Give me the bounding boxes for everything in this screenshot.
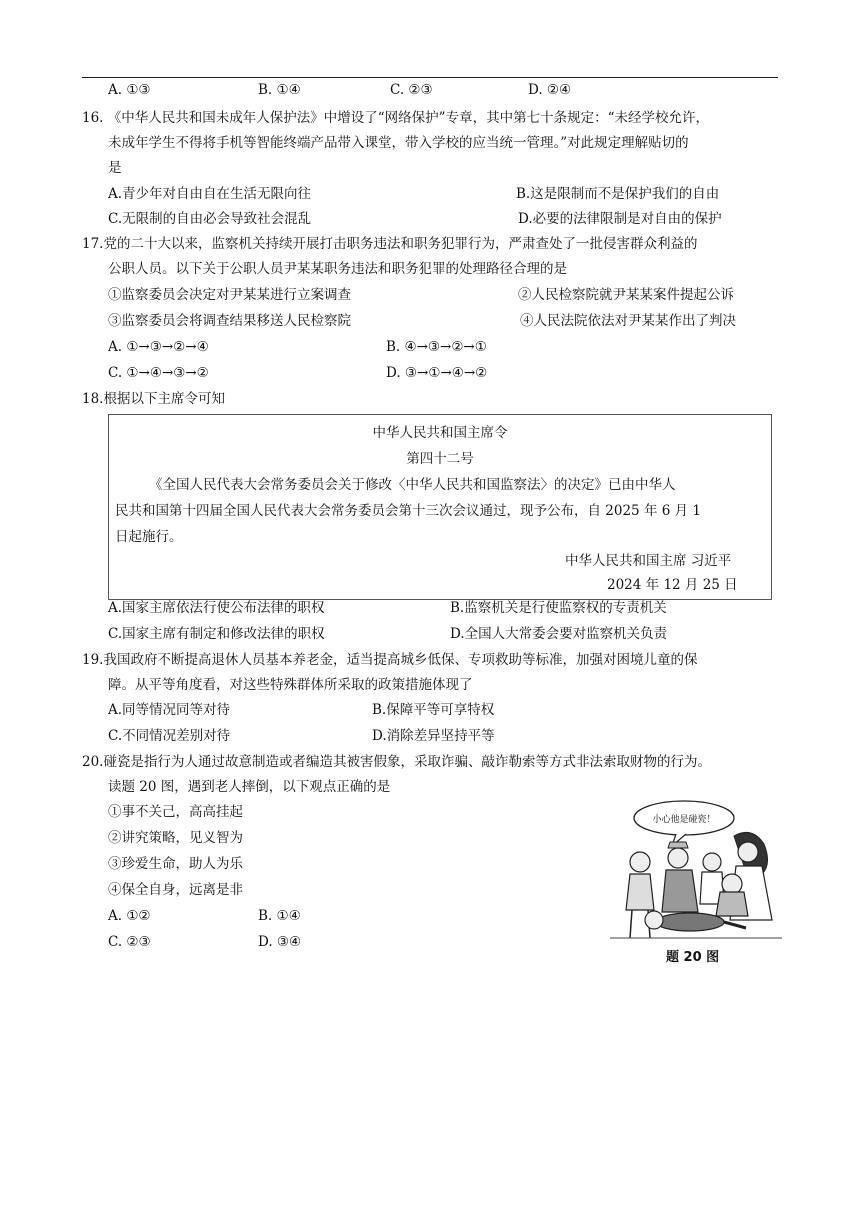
- q19-stem-line-1: 19.我国政府不断提高退休人员基本养老金，适当提高城乡低保、专项救助等标准，加强对困境儿童的保: [82, 652, 698, 668]
- q16-stem-line-3: 是: [108, 160, 122, 176]
- q16-stem-line-2: 未成年学生不得将手机等智能终端产品带入课堂，带入学校的应当统一管理。”对此规定理解贴切的: [108, 135, 689, 151]
- q20-item-1: ①事不关己，高高挂起: [108, 804, 243, 820]
- q20-item-2: ②讲究策略，见义智为: [108, 830, 243, 846]
- decree-title: 中华人民共和国主席令: [372, 425, 508, 441]
- q17-stem-line-1: 17.党的二十大以来，监察机关持续开展打击职务违法和职务犯罪行为，严肃查处了一批侵害群众利益的: [82, 236, 698, 252]
- fallen-elderly-body: [656, 913, 724, 931]
- q16-option-b: B.这是限制而不是保护我们的自由: [516, 186, 720, 202]
- q18-option-b: B.监察机关是行使监察权的专责机关: [450, 600, 667, 616]
- q17-stem-line-2: 公职人员。以下关于公职人员尹某某职务违法和职务犯罪的处理路径合理的是: [108, 261, 567, 277]
- q17-option-b: B. ④→③→②→①: [386, 339, 487, 355]
- q15-option-b: B. ①④: [258, 82, 301, 98]
- q15-option-d: D. ②④: [528, 82, 572, 98]
- decree-body-line-2: 民共和国第十四届全国人民代表大会常务委员会第十三次会议通过，现予公布，自 2025 年 6 月 1: [115, 503, 701, 519]
- q16-option-c: C.无限制的自由必会导致社会混乱: [108, 211, 312, 227]
- q18-option-c: C.国家主席有制定和修改法律的职权: [108, 626, 325, 642]
- q15-option-a: A. ①③: [108, 82, 151, 98]
- q17-item-2: ②人民检察院就尹某某案件提起公诉: [518, 287, 734, 303]
- q17-item-1: ①监察委员会决定对尹某某进行立案调查: [108, 287, 351, 303]
- bystander-left-head: [630, 852, 650, 872]
- q20-stem-line-2: 读题 20 图，遇到老人摔倒，以下观点正确的是: [108, 779, 391, 795]
- q20-option-c: C. ②③: [108, 934, 151, 950]
- decree-body-line-1: 《全国人民代表大会常务委员会关于修改〈中华人民共和国监察法〉的决定》已由中华人: [149, 477, 676, 493]
- q17-option-a: A. ①→③→②→④: [108, 339, 209, 355]
- q19-option-a: A.同等情况同等对待: [108, 702, 231, 718]
- bystander-center-head: [668, 848, 688, 868]
- boy-head: [703, 853, 721, 871]
- decree-signature: 中华人民共和国主席 习近平: [565, 553, 732, 569]
- q18-option-a: A.国家主席依法行使公布法律的职权: [108, 600, 325, 616]
- q19-option-d: D.消除差异坚持平等: [372, 728, 495, 744]
- q15-option-c: C. ②③: [390, 82, 433, 98]
- fallen-elderly-head: [645, 911, 663, 929]
- decree-date: 2024 年 12 月 25 日: [607, 577, 738, 593]
- header-rule: [82, 77, 778, 78]
- q16-stem-line-1: 16. 《中华人民共和国未成年人保护法》中增设了“网络保护”专章，其中第七十条规定：“未经学校允许，: [82, 110, 709, 126]
- q19-option-b: B.保障平等可享特权: [372, 702, 495, 718]
- woman-head: [738, 842, 758, 862]
- q17-option-c: C. ①→④→③→②: [108, 365, 209, 381]
- q18-stem: 18.根据以下主席令可知: [82, 391, 225, 407]
- q17-option-d: D. ③→①→④→②: [386, 365, 488, 381]
- q19-option-c: C.不同情况差别对待: [108, 728, 231, 744]
- q20-option-a: A. ①②: [108, 908, 151, 924]
- decree-number: 第四十二号: [406, 451, 474, 467]
- speech-bubble-text: 小心他是碰瓷！: [652, 815, 716, 825]
- q20-stem-line-1: 20.碰瓷是指行为人通过故意制造或者编造其被害假象，采取诈骗、敲诈勒索等方式非法索取财物的行为。: [82, 754, 711, 770]
- q17-item-4: ④人民法院依法对尹某某作出了判决: [520, 313, 736, 329]
- q20-item-4: ④保全自身，远离是非: [108, 882, 243, 898]
- q20-option-d: D. ③④: [258, 934, 302, 950]
- q19-stem-line-2: 障。从平等角度看，对这些特殊群体所采取的政策措施体现了: [108, 677, 473, 693]
- q20-option-b: B. ①④: [258, 908, 301, 924]
- bystander-left-body: [626, 874, 654, 910]
- q20-item-3: ③珍爱生命，助人为乐: [108, 856, 243, 872]
- decree-body-line-3: 日起施行。: [115, 529, 183, 545]
- q20-cartoon-figure: [606, 792, 786, 942]
- q18-option-d: D.全国人大常委会要对监察机关负责: [450, 626, 668, 642]
- q16-option-d: D.必要的法律限制是对自由的保护: [518, 211, 722, 227]
- q16-option-a: A.青少年对自由自在生活无限向往: [108, 186, 312, 202]
- decree-box: [108, 414, 772, 600]
- q17-item-3: ③监察委员会将调查结果移送人民检察院: [108, 313, 351, 329]
- figure-caption: 题 20 图: [666, 950, 720, 965]
